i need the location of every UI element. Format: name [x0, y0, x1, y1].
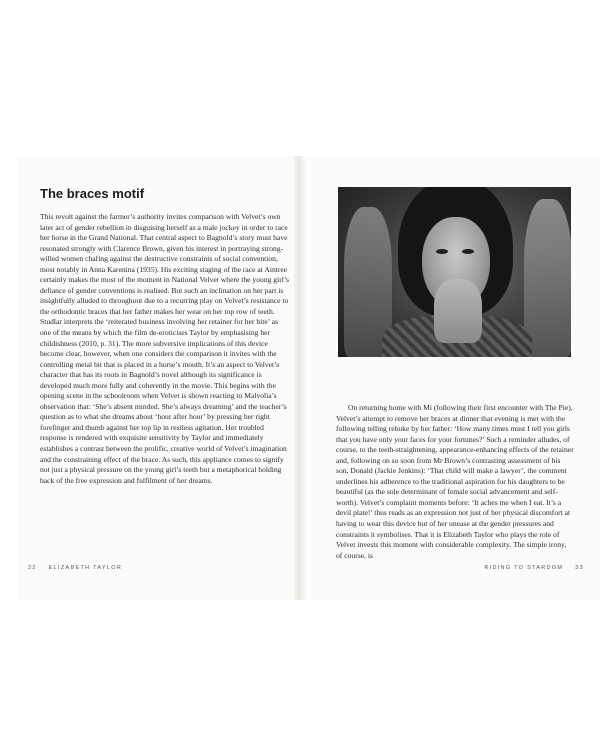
left-page-number: 32	[28, 565, 37, 571]
left-body-text: This revolt against the farmer’s authority invites comparison with Velvet’s own later act of gender rebellion in disguising herself as a male jockey in order to race her horse in the Grand National. That central aspect to Bagnold’s story must have resonated strongly with Clarence Brown, given his interest in portraying strong-willed women chafing against the destructive constraints of social convention, most notably in Anna Karenina (1935). His exciting staging of the race at Aintree certainly makes the most of the moment in National Velvet where the young girl’s defiance of gender conventions is realised. But such an inclination on her part is insightfully alluded to throughout due to a recurring play on Velvet’s resistance to the orthodontic braces that her father makes her wear on her top row of teeth. Studlar interprets the ‘reiterated business involving her retainer for her bite’ as one of the means by which the film de-eroticises Taylor by emphasising her childishness (2010, p. 31). The more subversive implications of this device become clear, however, when one considers the comparison it invites with the controlling metal bit that is placed in a horse’s mouth. It’s an aspect to Velvet’s character that has its roots in Bagnold’s novel although its significance is developed much more fully and coherently in the movie. This begins with the opening scene in the schoolroom when Velvet is shown reacting to Malvolia’s observation that: ‘She’s absent minded. She’s always dreaming’ and the teacher’s question as to what she dreams about ‘hour after hour’ by pressing her right forefinger and thumb against her top lip in restless agitation. Her troubled response is rendered with exquisite sensitivity by Taylor and immediately establishes a contrast between the prolific, creative world of Velvet’s imagination and the constraining effect of the brace. As such, this appliance comes to signify not just a physical pressure on the young girl’s teeth but a metaphorical holding back of the free expression and fulfilment of her dreams.	[40, 212, 289, 485]
girl-left-eye	[436, 249, 448, 254]
book-gutter	[294, 156, 306, 600]
right-body-text: On returning home with Mi (following their first encounter with The Pie), Velvet’s attempt to remove her braces at dinner that evening is met with the following telling rebuke by her father: ‘How many times must I tell you girls that you have only your faces for your fortunes?’ Such a reminder alludes, of course, to the teeth-straightening, appearance-enhancing effects of the retainer and, following on so soon from Mr Brown’s contrasting assessment of his son, Donald (Jackie Jenkins): ‘That child will make a lawyer’, the comment underlines his adherence to the traditional aspiration for his daughters to be beautiful (as the sole determinant of female social advancement and self-worth). Velvet’s complaint moments before: ‘It aches me when I eat. It’s a devil plate!’ thus reads as an expression not just of her physical discomfort at having to wear this device but of her unease at the gender pressures and constraints it symbolises. That it is Elizabeth Taylor who plays the role of Velvet invests this moment with considerable complexity. The simple irony, of course, is	[336, 403, 574, 560]
film-still-photo	[338, 187, 571, 357]
girl-right-eye	[462, 249, 474, 254]
right-page-number: 33	[575, 565, 584, 571]
left-running-title: ELIZABETH TAYLOR	[48, 565, 123, 571]
section-heading: The braces motif	[40, 186, 145, 201]
girl-hand	[434, 279, 482, 343]
background-figure-right	[524, 199, 571, 357]
right-running-title: RIDING TO STARDOM	[484, 565, 564, 571]
left-running-footer	[28, 565, 122, 571]
right-running-footer	[484, 565, 584, 571]
